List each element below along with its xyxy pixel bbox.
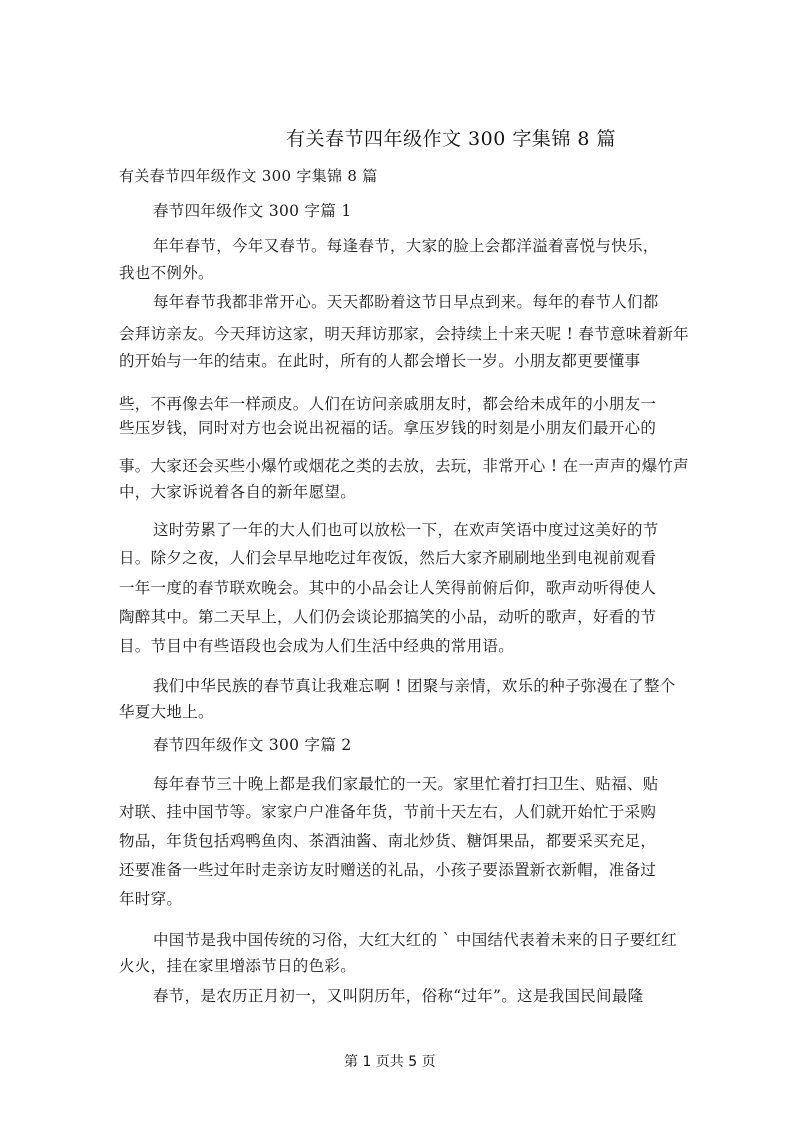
text-line: 的开始与一年的结束。在此时，所有的人都会增长一岁。小朋友都更要懂事 (119, 352, 641, 370)
text-line: 火火，挂在家里增添节日的色彩。 (119, 957, 357, 975)
text-line: 中国节是我中国传统的习俗，大红大红的 ` 中国结代表着未来的日子要红红 (153, 931, 678, 949)
text-line: 些，不再像去年一样顽皮。人们在访问亲戚朋友时，都会给未成年的小朋友一 (119, 395, 657, 413)
text-line: 对联、挂中国节等。家家户户准备年货，节前十天左右，人们就开始忙于采购 (119, 803, 657, 821)
text-line: 会拜访亲友。今天拜访这家，明天拜访那家，会持续上十来天呢 ! 春节意味着新年 (119, 325, 689, 343)
text-line: 春节，是农历正月初一，又叫阴历年，俗称“过年”。这是我国民间最隆 (153, 987, 644, 1005)
document-title: 有关春节四年级作文 300 字集锦 8 篇 (286, 128, 617, 150)
text-line: 日。除夕之夜，人们会早早地吃过年夜饭，然后大家齐刷刷地坐到电视前观看 (119, 549, 657, 567)
text-line: 物品，年货包括鸡鸭鱼肉、茶酒油酱、南北炒货、糖饵果品，都要采买充足， (119, 832, 657, 850)
text-line: 每年春节三十晚上都是我们家最忙的一天。家里忙着打扫卫生、贴福、贴 (153, 775, 659, 793)
text-line: 一年一度的春节联欢晚会。其中的小品会让人笑得前俯后仰，歌声动听得使人 (119, 579, 657, 597)
text-line: 年时穿。 (119, 890, 183, 908)
document-subtitle: 有关春节四年级作文 300 字集锦 8 篇 (119, 167, 378, 185)
text-line: 这时劳累了一年的大人们也可以放松一下，在欢声笑语中度过这美好的节 (153, 521, 659, 539)
section-heading-1: 春节四年级作文 300 字篇 1 (153, 202, 352, 220)
text-line: 目。节目中有些语段也会成为人们生活中经典的常用语。 (119, 637, 515, 655)
text-line: 还要准备一些过年时走亲访友时赠送的礼品，小孩子要添置新衣新帽，准备过 (119, 861, 657, 879)
text-line: 事。大家还会买些小爆竹或烟花之类的去放，去玩，非常开心 ! 在一声声的爆竹声 (119, 457, 689, 475)
text-line: 年年春节，今年又春节。每逢春节，大家的脸上会都洋溢着喜悦与快乐， (153, 237, 659, 255)
section-heading-2: 春节四年级作文 300 字篇 2 (153, 736, 352, 754)
text-line: 每年春节我都非常开心。天天都盼着这节日早点到来。每年的春节人们都 (153, 293, 659, 311)
text-line: 我们中华民族的春节真让我难忘啊 ! 团聚与亲情，欢乐的种子弥漫在了整个 (153, 677, 676, 695)
text-line: 中，大家诉说着各自的新年愿望。 (119, 483, 357, 501)
text-line: 陶醉其中。第二天早上，人们仍会谈论那搞笑的小品，动听的歌声，好看的节 (119, 608, 657, 626)
text-line: 我也不例外。 (119, 264, 214, 282)
text-line: 华夏大地上。 (119, 703, 214, 721)
text-line: 些压岁钱，同时对方也会说出祝福的话。拿压岁钱的时刻是小朋友们最开心的 (119, 419, 657, 437)
page-footer: 第 1 页共 5 页 (344, 1054, 436, 1070)
